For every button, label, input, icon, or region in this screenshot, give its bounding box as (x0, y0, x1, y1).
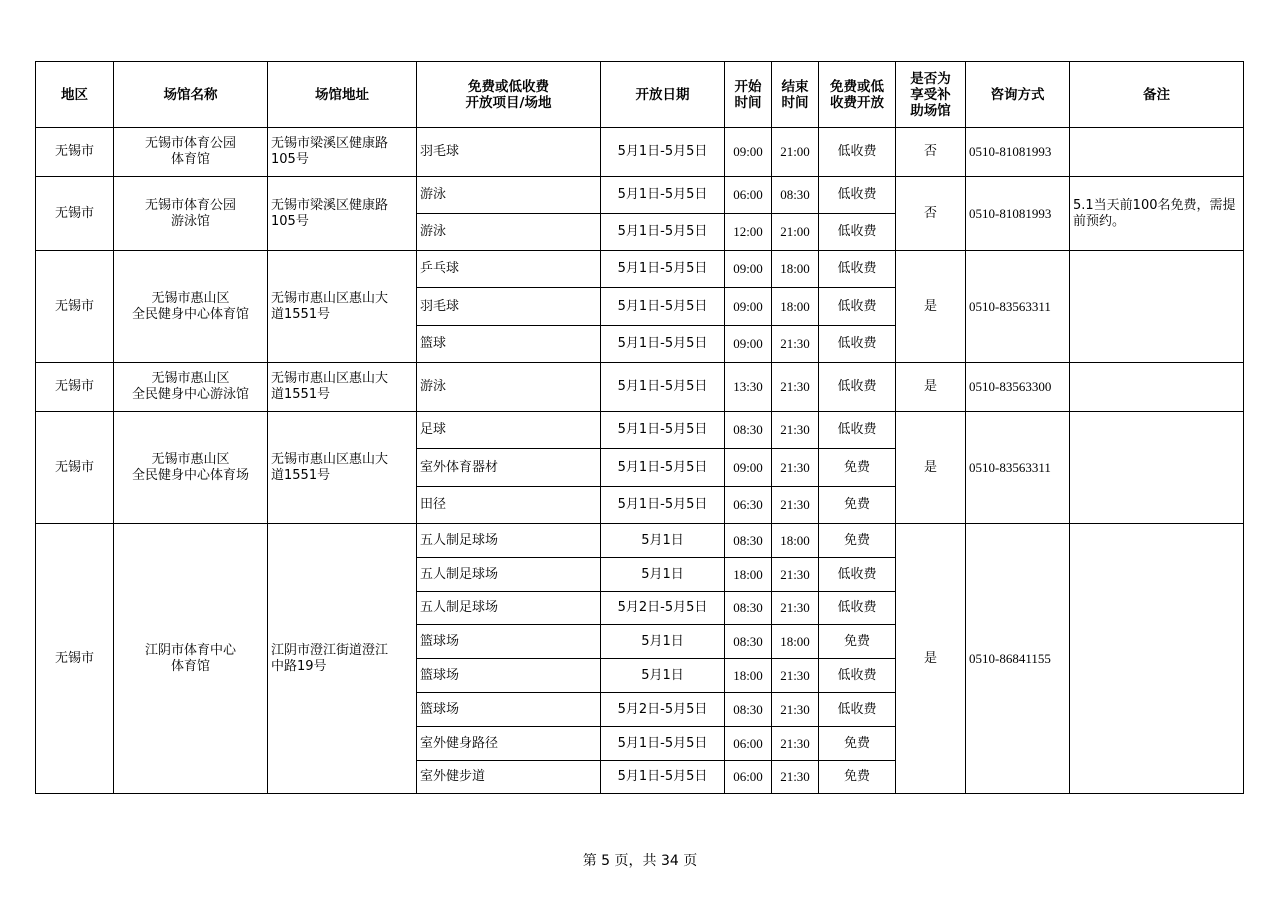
mode-cell (819, 177, 896, 214)
contact-cell (966, 524, 1070, 794)
start-time-text: 09:00 (733, 261, 763, 276)
start-time-text: 13:30 (733, 379, 763, 394)
header-region: 地区 (36, 62, 114, 128)
mode-text: 低收费 (837, 187, 877, 202)
end-time-text: 21:30 (780, 497, 810, 512)
mode-cell (819, 761, 896, 794)
venue-address-cell (268, 363, 417, 412)
program-text: 室外体育器材 (420, 459, 499, 475)
start-time-cell (725, 214, 772, 251)
venue-address-cell (268, 251, 417, 363)
end-time-cell (772, 487, 819, 524)
venue-name-cell (114, 251, 268, 363)
program-text: 乒乓球 (420, 261, 460, 276)
program-cell (417, 412, 601, 449)
contact-text: 0510-83563311 (969, 298, 1051, 314)
program-cell (417, 487, 601, 524)
program-text: 篮球场 (420, 633, 460, 649)
region-text: 无锡市 (54, 144, 94, 159)
venue-name-line2: 游泳馆 (170, 213, 210, 229)
header-mode: 免费或低 收费开放 (819, 62, 896, 128)
start-time-text: 09:00 (733, 298, 763, 314)
venue-address-line2: 105号 (271, 213, 309, 229)
end-time-cell (772, 177, 819, 214)
mode-cell (819, 625, 896, 659)
contact-cell (966, 363, 1070, 412)
venue-name-line1: 无锡市体育公园 (144, 197, 236, 213)
mode-text: 低收费 (837, 701, 877, 717)
venue-address-cell (268, 524, 417, 794)
mode-text: 低收费 (837, 379, 877, 394)
venue-address-cell (268, 177, 417, 251)
program-text: 游泳 (420, 187, 447, 202)
open-date-cell (601, 251, 725, 288)
mode-text: 低收费 (837, 144, 877, 159)
program-text: 室外健身路径 (420, 735, 499, 751)
mode-text: 低收费 (837, 600, 877, 615)
end-time-text: 21:30 (780, 600, 810, 615)
program-cell (417, 251, 601, 288)
venue-address-line1: 无锡市惠山区惠山大 (271, 451, 389, 467)
start-time-text: 06:00 (733, 187, 763, 202)
mode-cell (819, 214, 896, 251)
end-time-text: 21:30 (780, 701, 810, 717)
mode-cell (819, 363, 896, 412)
end-time-cell (772, 412, 819, 449)
open-date-cell (601, 326, 725, 363)
open-date-text: 5月1日-5月5日 (617, 298, 708, 314)
contact-text: 0510-81081993 (969, 205, 1052, 221)
mode-cell (819, 524, 896, 558)
open-date-cell (601, 412, 725, 449)
page-footer (0, 850, 1280, 870)
venue-name-line1: 无锡市惠山区 (151, 371, 230, 386)
notes-cell (1070, 251, 1244, 363)
contact-cell (966, 177, 1070, 251)
program-cell (417, 128, 601, 177)
program-cell (417, 326, 601, 363)
subsidy-text: 是 (923, 298, 937, 314)
mode-text: 低收费 (837, 224, 877, 239)
header-open-date: 开放日期 (601, 62, 725, 128)
end-time-cell (772, 558, 819, 592)
end-time-text: 21:30 (780, 422, 810, 437)
notes-cell (1070, 128, 1244, 177)
program-text: 羽毛球 (420, 298, 460, 314)
mode-text: 免费 (843, 497, 870, 512)
end-time-text: 18:00 (780, 261, 810, 276)
header-subsidy: 是否为 享受补 助场馆 (896, 62, 966, 128)
contact-text: 0510-81081993 (969, 144, 1052, 159)
subsidy-cell (896, 412, 966, 524)
open-date-text: 5月1日-5月5日 (617, 379, 708, 394)
venue-table (35, 61, 1244, 794)
start-time-cell (725, 288, 772, 326)
mode-text: 低收费 (837, 298, 877, 314)
end-time-cell (772, 214, 819, 251)
start-time-text: 12:00 (733, 224, 763, 239)
open-date-text: 5月1日-5月5日 (617, 497, 708, 512)
header-end-time: 结束 时间 (772, 62, 819, 128)
contact-cell (966, 251, 1070, 363)
mode-cell (819, 412, 896, 449)
open-date-text: 5月1日-5月5日 (617, 144, 708, 159)
venue-address-line2: 中路19号 (271, 658, 327, 674)
start-time-text: 06:30 (733, 497, 763, 512)
subsidy-text: 是 (923, 459, 937, 475)
end-time-cell (772, 693, 819, 727)
end-time-cell (772, 592, 819, 625)
venue-address-line1: 江阴市澄江街道澄江 (271, 642, 389, 658)
open-date-cell (601, 592, 725, 625)
region-cell (36, 524, 114, 794)
end-time-text: 21:30 (780, 336, 810, 351)
start-time-text: 18:00 (733, 667, 763, 683)
header-start-time: 开始 时间 (725, 62, 772, 128)
open-date-cell (601, 487, 725, 524)
open-date-text: 5月1日-5月5日 (617, 422, 708, 437)
open-date-text: 5月1日-5月5日 (617, 735, 708, 751)
program-text: 五人制足球场 (420, 566, 499, 582)
header-venue-address: 场馆地址 (268, 62, 417, 128)
subsidy-cell (896, 177, 966, 251)
subsidy-text: 否 (923, 144, 937, 159)
start-time-text: 06:00 (733, 735, 763, 751)
notes-cell (1070, 524, 1244, 794)
open-date-text: 5月2日-5月5日 (617, 600, 708, 615)
region-cell (36, 363, 114, 412)
end-time-cell (772, 449, 819, 487)
program-text: 五人制足球场 (420, 600, 499, 615)
program-text: 篮球场 (420, 667, 460, 683)
program-text: 篮球场 (420, 701, 460, 717)
open-date-text: 5月1日-5月5日 (617, 769, 708, 784)
mode-text: 免费 (843, 735, 870, 751)
start-time-cell (725, 412, 772, 449)
venue-name-cell (114, 412, 268, 524)
region-cell (36, 128, 114, 177)
end-time-text: 18:00 (780, 633, 810, 649)
open-date-cell (601, 288, 725, 326)
mode-cell (819, 288, 896, 326)
start-time-text: 09:00 (733, 459, 763, 475)
mode-cell (819, 449, 896, 487)
mode-text: 免费 (843, 769, 870, 784)
table-row (36, 412, 1244, 449)
venue-name-cell (114, 128, 268, 177)
header-row (36, 62, 1244, 128)
end-time-text: 18:00 (780, 298, 810, 314)
program-text: 田径 (420, 497, 447, 512)
start-time-cell (725, 727, 772, 761)
end-time-text: 21:30 (780, 379, 810, 394)
program-text: 羽毛球 (420, 144, 460, 159)
region-cell (36, 412, 114, 524)
venue-name-line2: 体育馆 (170, 658, 210, 674)
venue-address-line1: 无锡市梁溪区健康路 (271, 136, 389, 151)
program-cell (417, 524, 601, 558)
end-time-cell (772, 251, 819, 288)
venue-name-line2: 全民健身中心游泳馆 (131, 387, 249, 402)
region-cell (36, 177, 114, 251)
venue-address-line1: 无锡市梁溪区健康路 (271, 197, 389, 213)
open-date-cell (601, 625, 725, 659)
mode-text: 免费 (843, 532, 870, 548)
notes-cell (1070, 412, 1244, 524)
end-time-cell (772, 326, 819, 363)
program-cell (417, 558, 601, 592)
program-cell (417, 761, 601, 794)
venue-name-line2: 全民健身中心体育场 (131, 467, 249, 483)
start-time-cell (725, 326, 772, 363)
end-time-cell (772, 625, 819, 659)
start-time-cell (725, 693, 772, 727)
start-time-cell (725, 251, 772, 288)
end-time-text: 21:30 (780, 566, 810, 582)
start-time-cell (725, 592, 772, 625)
notes-cell (1070, 363, 1244, 412)
program-text: 篮球 (420, 336, 447, 351)
program-cell (417, 693, 601, 727)
venue-address-cell (268, 412, 417, 524)
mode-text: 低收费 (837, 422, 877, 437)
header-program: 免费或低收费 开放项目/场地 (417, 62, 601, 128)
mode-text: 低收费 (837, 336, 877, 351)
program-cell (417, 659, 601, 693)
venue-name-line1: 无锡市体育公园 (144, 136, 236, 151)
open-date-text: 5月1日-5月5日 (617, 187, 708, 202)
open-date-cell (601, 659, 725, 693)
start-time-text: 06:00 (733, 769, 763, 784)
open-date-cell (601, 524, 725, 558)
notes-text: 5.1当天前100名免费，需提前预约。 (1073, 197, 1236, 229)
start-time-cell (725, 128, 772, 177)
venue-address-line2: 道1551号 (271, 467, 331, 483)
program-cell (417, 177, 601, 214)
open-date-cell (601, 449, 725, 487)
table-row (36, 177, 1244, 214)
mode-cell (819, 592, 896, 625)
page-number-label: 第 5 页，共 34 页 (582, 853, 698, 869)
program-text: 室外健步道 (420, 769, 486, 784)
region-text: 无锡市 (54, 205, 94, 221)
region-text: 无锡市 (54, 650, 94, 666)
end-time-cell (772, 363, 819, 412)
start-time-cell (725, 625, 772, 659)
region-cell (36, 251, 114, 363)
open-date-cell (601, 558, 725, 592)
end-time-cell (772, 761, 819, 794)
table-row (36, 251, 1244, 288)
table-row (36, 524, 1244, 558)
start-time-text: 09:00 (733, 336, 763, 351)
open-date-text: 5月2日-5月5日 (617, 701, 708, 717)
end-time-text: 08:30 (780, 187, 810, 202)
venue-address-line1: 无锡市惠山区惠山大 (271, 290, 389, 306)
start-time-text: 18:00 (733, 566, 763, 582)
end-time-text: 21:30 (780, 769, 810, 784)
open-date-text: 5月1日 (641, 667, 684, 683)
subsidy-text: 否 (923, 205, 937, 221)
mode-text: 低收费 (837, 667, 877, 683)
end-time-text: 21:00 (780, 224, 810, 239)
contact-text: 0510-83563311 (969, 459, 1051, 475)
start-time-cell (725, 449, 772, 487)
venue-name-line1: 江阴市体育中心 (144, 642, 236, 658)
program-cell (417, 449, 601, 487)
mode-cell (819, 326, 896, 363)
mode-text: 免费 (843, 633, 870, 649)
start-time-text: 08:30 (733, 532, 763, 548)
contact-text: 0510-86841155 (969, 650, 1051, 666)
contact-cell (966, 128, 1070, 177)
program-text: 五人制足球场 (420, 532, 499, 548)
subsidy-cell (896, 128, 966, 177)
header-notes: 备注 (1070, 62, 1244, 128)
start-time-text: 08:30 (733, 422, 763, 437)
region-text: 无锡市 (54, 379, 94, 394)
venue-name-line1: 无锡市惠山区 (151, 290, 230, 306)
venue-name-line2: 全民健身中心体育馆 (131, 306, 249, 322)
contact-text: 0510-83563300 (969, 379, 1052, 394)
start-time-text: 08:30 (733, 633, 763, 649)
mode-cell (819, 128, 896, 177)
open-date-text: 5月1日-5月5日 (617, 336, 708, 351)
subsidy-cell (896, 251, 966, 363)
venue-name-cell (114, 363, 268, 412)
mode-text: 低收费 (837, 261, 877, 276)
start-time-text: 08:30 (733, 600, 763, 615)
venue-name-cell (114, 524, 268, 794)
program-text: 足球 (420, 422, 447, 437)
venue-name-line1: 无锡市惠山区 (151, 451, 230, 467)
venue-address-line2: 道1551号 (271, 306, 331, 322)
program-text: 游泳 (420, 224, 447, 239)
venue-address-line2: 道1551号 (271, 387, 331, 402)
start-time-cell (725, 558, 772, 592)
program-cell (417, 727, 601, 761)
open-date-text: 5月1日 (641, 566, 684, 582)
end-time-cell (772, 128, 819, 177)
venue-name-line2: 体育馆 (170, 152, 210, 167)
program-cell (417, 214, 601, 251)
mode-cell (819, 727, 896, 761)
program-cell (417, 625, 601, 659)
open-date-cell (601, 727, 725, 761)
end-time-cell (772, 524, 819, 558)
table-row (36, 363, 1244, 412)
end-time-text: 21:00 (780, 144, 810, 159)
subsidy-cell (896, 363, 966, 412)
open-date-text: 5月1日 (641, 532, 684, 548)
contact-cell (966, 412, 1070, 524)
venue-address-cell (268, 128, 417, 177)
mode-cell (819, 659, 896, 693)
mode-cell (819, 693, 896, 727)
start-time-cell (725, 487, 772, 524)
open-date-text: 5月1日-5月5日 (617, 261, 708, 276)
end-time-text: 21:30 (780, 459, 810, 475)
table-body (36, 128, 1244, 794)
end-time-text: 18:00 (780, 532, 810, 548)
notes-cell (1070, 177, 1244, 251)
table-row (36, 128, 1244, 177)
start-time-cell (725, 524, 772, 558)
region-text: 无锡市 (54, 298, 94, 314)
open-date-cell (601, 128, 725, 177)
open-date-text: 5月1日-5月5日 (617, 459, 708, 475)
open-date-text: 5月1日-5月5日 (617, 224, 708, 239)
end-time-cell (772, 288, 819, 326)
start-time-text: 08:30 (733, 701, 763, 717)
header-contact: 咨询方式 (966, 62, 1070, 128)
mode-text: 低收费 (837, 566, 877, 582)
end-time-cell (772, 727, 819, 761)
program-cell (417, 363, 601, 412)
venue-address-line2: 105号 (271, 152, 309, 167)
open-date-cell (601, 761, 725, 794)
mode-cell (819, 251, 896, 288)
start-time-cell (725, 659, 772, 693)
venue-address-line1: 无锡市惠山区惠山大 (271, 371, 389, 386)
region-text: 无锡市 (54, 459, 94, 475)
mode-cell (819, 558, 896, 592)
program-cell (417, 288, 601, 326)
mode-cell (819, 487, 896, 524)
program-cell (417, 592, 601, 625)
start-time-cell (725, 363, 772, 412)
end-time-cell (772, 659, 819, 693)
venue-name-cell (114, 177, 268, 251)
subsidy-cell (896, 524, 966, 794)
header-venue-name: 场馆名称 (114, 62, 268, 128)
start-time-text: 09:00 (733, 144, 763, 159)
end-time-text: 21:30 (780, 667, 810, 683)
open-date-cell (601, 363, 725, 412)
mode-text: 免费 (843, 459, 870, 475)
end-time-text: 21:30 (780, 735, 810, 751)
start-time-cell (725, 177, 772, 214)
open-date-text: 5月1日 (641, 633, 684, 649)
subsidy-text: 是 (923, 379, 937, 394)
program-text: 游泳 (420, 379, 447, 394)
start-time-cell (725, 761, 772, 794)
open-date-cell (601, 214, 725, 251)
subsidy-text: 是 (923, 650, 937, 666)
open-date-cell (601, 693, 725, 727)
open-date-cell (601, 177, 725, 214)
